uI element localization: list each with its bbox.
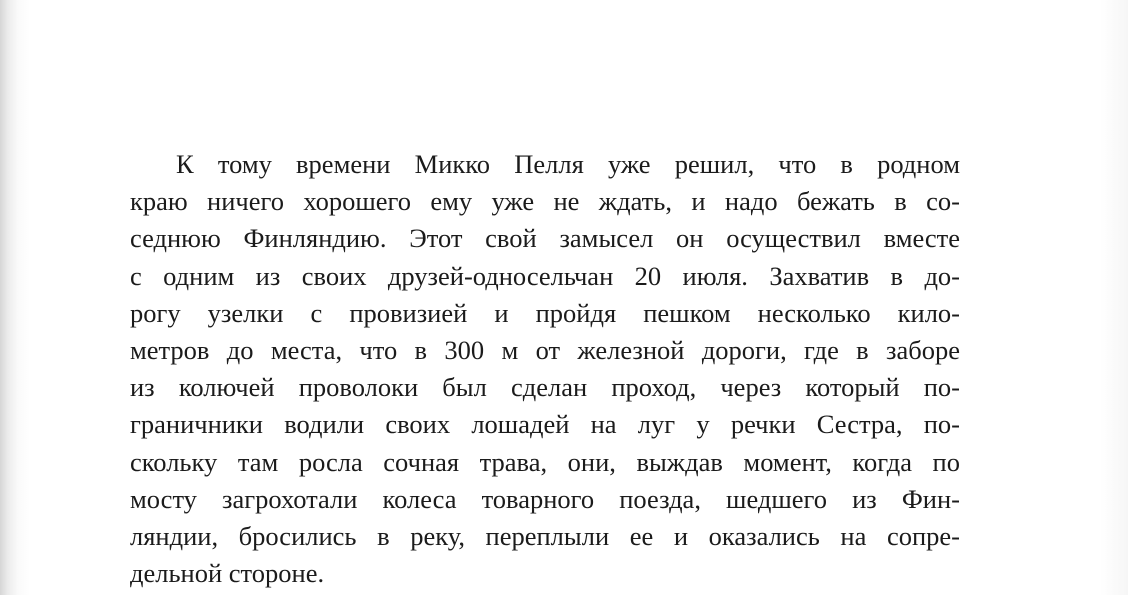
text-line: граничники водили своих лошадей на луг у речки Сестра, по-: [130, 409, 960, 440]
text-line: седнюю Финляндию. Этот свой замысел он осуществил вместе: [130, 223, 960, 254]
text-line: дельной стороне.: [130, 558, 325, 589]
text-line: метров до места, что в 300 м от железной дороги, где в заборе: [130, 334, 960, 365]
text-line: из колючей проволоки был сделан проход, через который по-: [130, 372, 960, 403]
text-line: с одним из своих друзей-односельчан 20 июля. Захватив в до-: [130, 260, 960, 291]
text-line: К тому времени Микко Пелля уже решил, что в родном: [176, 149, 960, 179]
text-line: ляндии, бросились в реку, переплыли ее и оказались на сопре-: [130, 520, 960, 551]
body-paragraph: [130, 146, 960, 592]
text-line: скольку там росла сочная трава, они, выждав момент, когда по: [130, 446, 960, 477]
text-line: рогу узелки с провизией и пройдя пешком несколько кило-: [130, 297, 960, 328]
text-line: мосту загрохотали колеса товарного поезда, шедшего из Фин-: [130, 483, 960, 514]
text-line: краю ничего хорошего ему уже не ждать, и надо бежать в со-: [130, 186, 960, 217]
